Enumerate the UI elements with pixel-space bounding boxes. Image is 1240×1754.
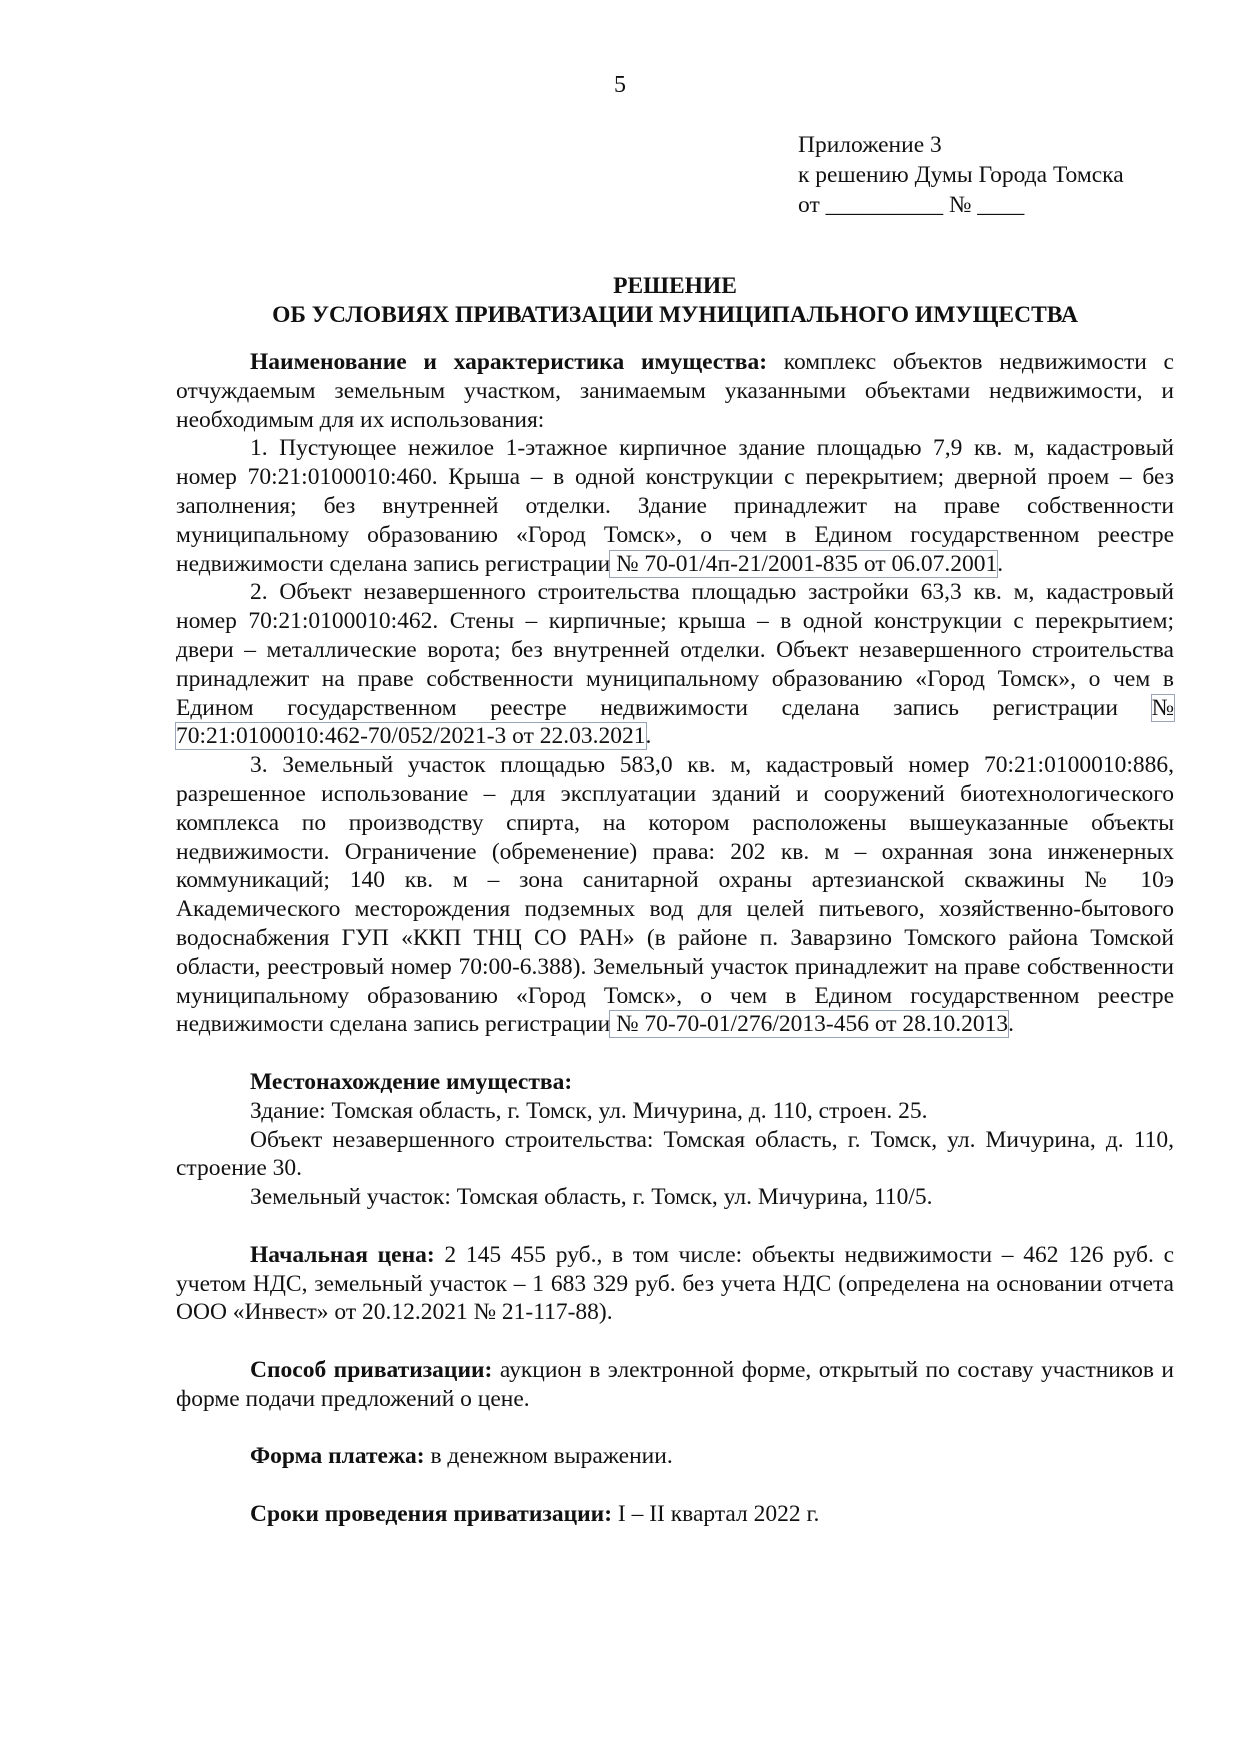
item1-registration-link[interactable]: № 70-01/4п-21/2001-835 от 06.07.2001 — [610, 550, 998, 577]
appendix-date-number: от __________ № ____ — [798, 192, 1025, 218]
payment-label: Форма платежа: — [250, 1443, 425, 1470]
item3-text: 3. Земельный участок площадью 583,0 кв. м, кадастровый номер 70:21:0100010:886, разрешенное использование – для эксплуатации зданий и сооружений биотехнологического комплекса по производству спирта, на котором расположены вышеуказанные объекты недвижимости. Ограничение (обременение) права: 202 кв. м – охранная зона инженерных коммуникаций; 140 кв. м – зона санитарной охраны артезианской скважины № 10э Академического месторождения подземных вод для целей питьевого, хозяйственно-бытового водоснабжения ГУП «ККП ТНЦ СО РАН» (в районе п. Заварзино Томского района Томской области, реестровый номер 70:00-6.388). Земельный участок принадлежит на праве собственности муниципальному образованию «Город Томск», о чем в Едином государственном реестре недвижимости сделана запись регистрации — [176, 752, 1174, 1038]
price-section — [176, 1241, 1174, 1327]
item1-text: 1. Пустующее нежилое 1-этажное кирпичное здание площадью 7,9 кв. м, кадастровый номер 70:21:0100010:460. Крыша – в одной конструкции с перекрытием; дверной проем – без заполнения; без внутренней отделки. Здание принадлежит на праве собственности муниципальному образованию «Город Томск», о чем в Едином государственном реестре недвижимости сделана запись регистрации — [176, 435, 1174, 577]
item2-registration-link[interactable]: № 70:21:0100010:462-70/052/2021-3 от 22.03.2021 — [176, 694, 1174, 750]
method-section — [176, 1356, 1174, 1414]
item2-end: . — [645, 723, 652, 750]
property-intro — [176, 348, 1174, 434]
title-line-1: РЕШЕНИЕ — [613, 273, 737, 299]
appendix-reference: к решению Думы Города Томска — [798, 162, 1124, 188]
location-unfinished: Объект незавершенного строительства: Томская область, г. Томск, ул. Мичурина, д. 110, строение 30. — [176, 1126, 1174, 1182]
payment-text: в денежном выражении. — [424, 1443, 673, 1470]
terms-label: Сроки проведения приватизации: — [250, 1500, 613, 1527]
item3-registration-link[interactable]: № 70-70-01/276/2013-456 от 28.10.2013 — [610, 1011, 1009, 1038]
item2-text: 2. Объект незавершенного строительства площадью застройки 63,3 кв. м, кадастровый номер 70:21:0100010:462. Стены – кирпичные; крыша – в одной конструкции с перекрытием; двери – металлические ворота; без внутренней отделки. Объект незавершенного строительства принадлежит на праве собственности муниципальному образованию «Город Томск», о чем в Едином государственном реестре недвижимости сделана запись регистрации — [176, 579, 1174, 721]
appendix-title: Приложение 3 — [798, 132, 942, 158]
item1-end: . — [997, 550, 1004, 577]
price-label: Начальная цена: — [250, 1241, 435, 1268]
property-item-3 — [176, 751, 1174, 1039]
terms-text: I – II квартал 2022 г. — [612, 1500, 820, 1527]
document-title — [176, 272, 1174, 330]
method-text: аукцион в электронной форме, открытый по составу участников и форме подачи предложений о цене. — [176, 1356, 1174, 1412]
title-line-2: ОБ УСЛОВИЯХ ПРИВАТИЗАЦИИ МУНИЦИПАЛЬНОГО ИМУЩЕСТВА — [272, 302, 1078, 328]
page-number: 5 — [614, 72, 626, 98]
location-building: Здание: Томская область, г. Томск, ул. Мичурина, д. 110, строен. 25. — [250, 1097, 928, 1124]
method-label: Способ приватизации: — [250, 1356, 493, 1383]
terms-section — [176, 1500, 1174, 1529]
item3-end: . — [1008, 1011, 1015, 1038]
property-label: Наименование и характеристика имущества: — [250, 349, 768, 375]
price-text: 2 145 455 руб., в том числе: объекты недвижимости – 462 126 руб. с учетом НДС, земельный участок – 1 683 329 руб. без учета НДС (определена на основании отчета ООО «Инвест» от 20.12.2021 № 21-117-88). — [176, 1241, 1174, 1326]
property-item-1 — [176, 434, 1174, 578]
location-land: Земельный участок: Томская область, г. Томск, ул. Мичурина, 110/5. — [250, 1184, 933, 1211]
location-heading — [176, 1068, 1174, 1097]
property-intro-text: комплекс объектов недвижимости с отчуждаемым земельным участком, занимаемым указанными объектами недвижимости, и необходимым для их использования: — [176, 349, 1174, 433]
appendix-block — [798, 130, 1124, 220]
location-label: Местонахождение имущества: — [250, 1068, 573, 1095]
document-body — [176, 348, 1174, 1529]
payment-section — [176, 1442, 1174, 1471]
property-item-2 — [176, 578, 1174, 751]
